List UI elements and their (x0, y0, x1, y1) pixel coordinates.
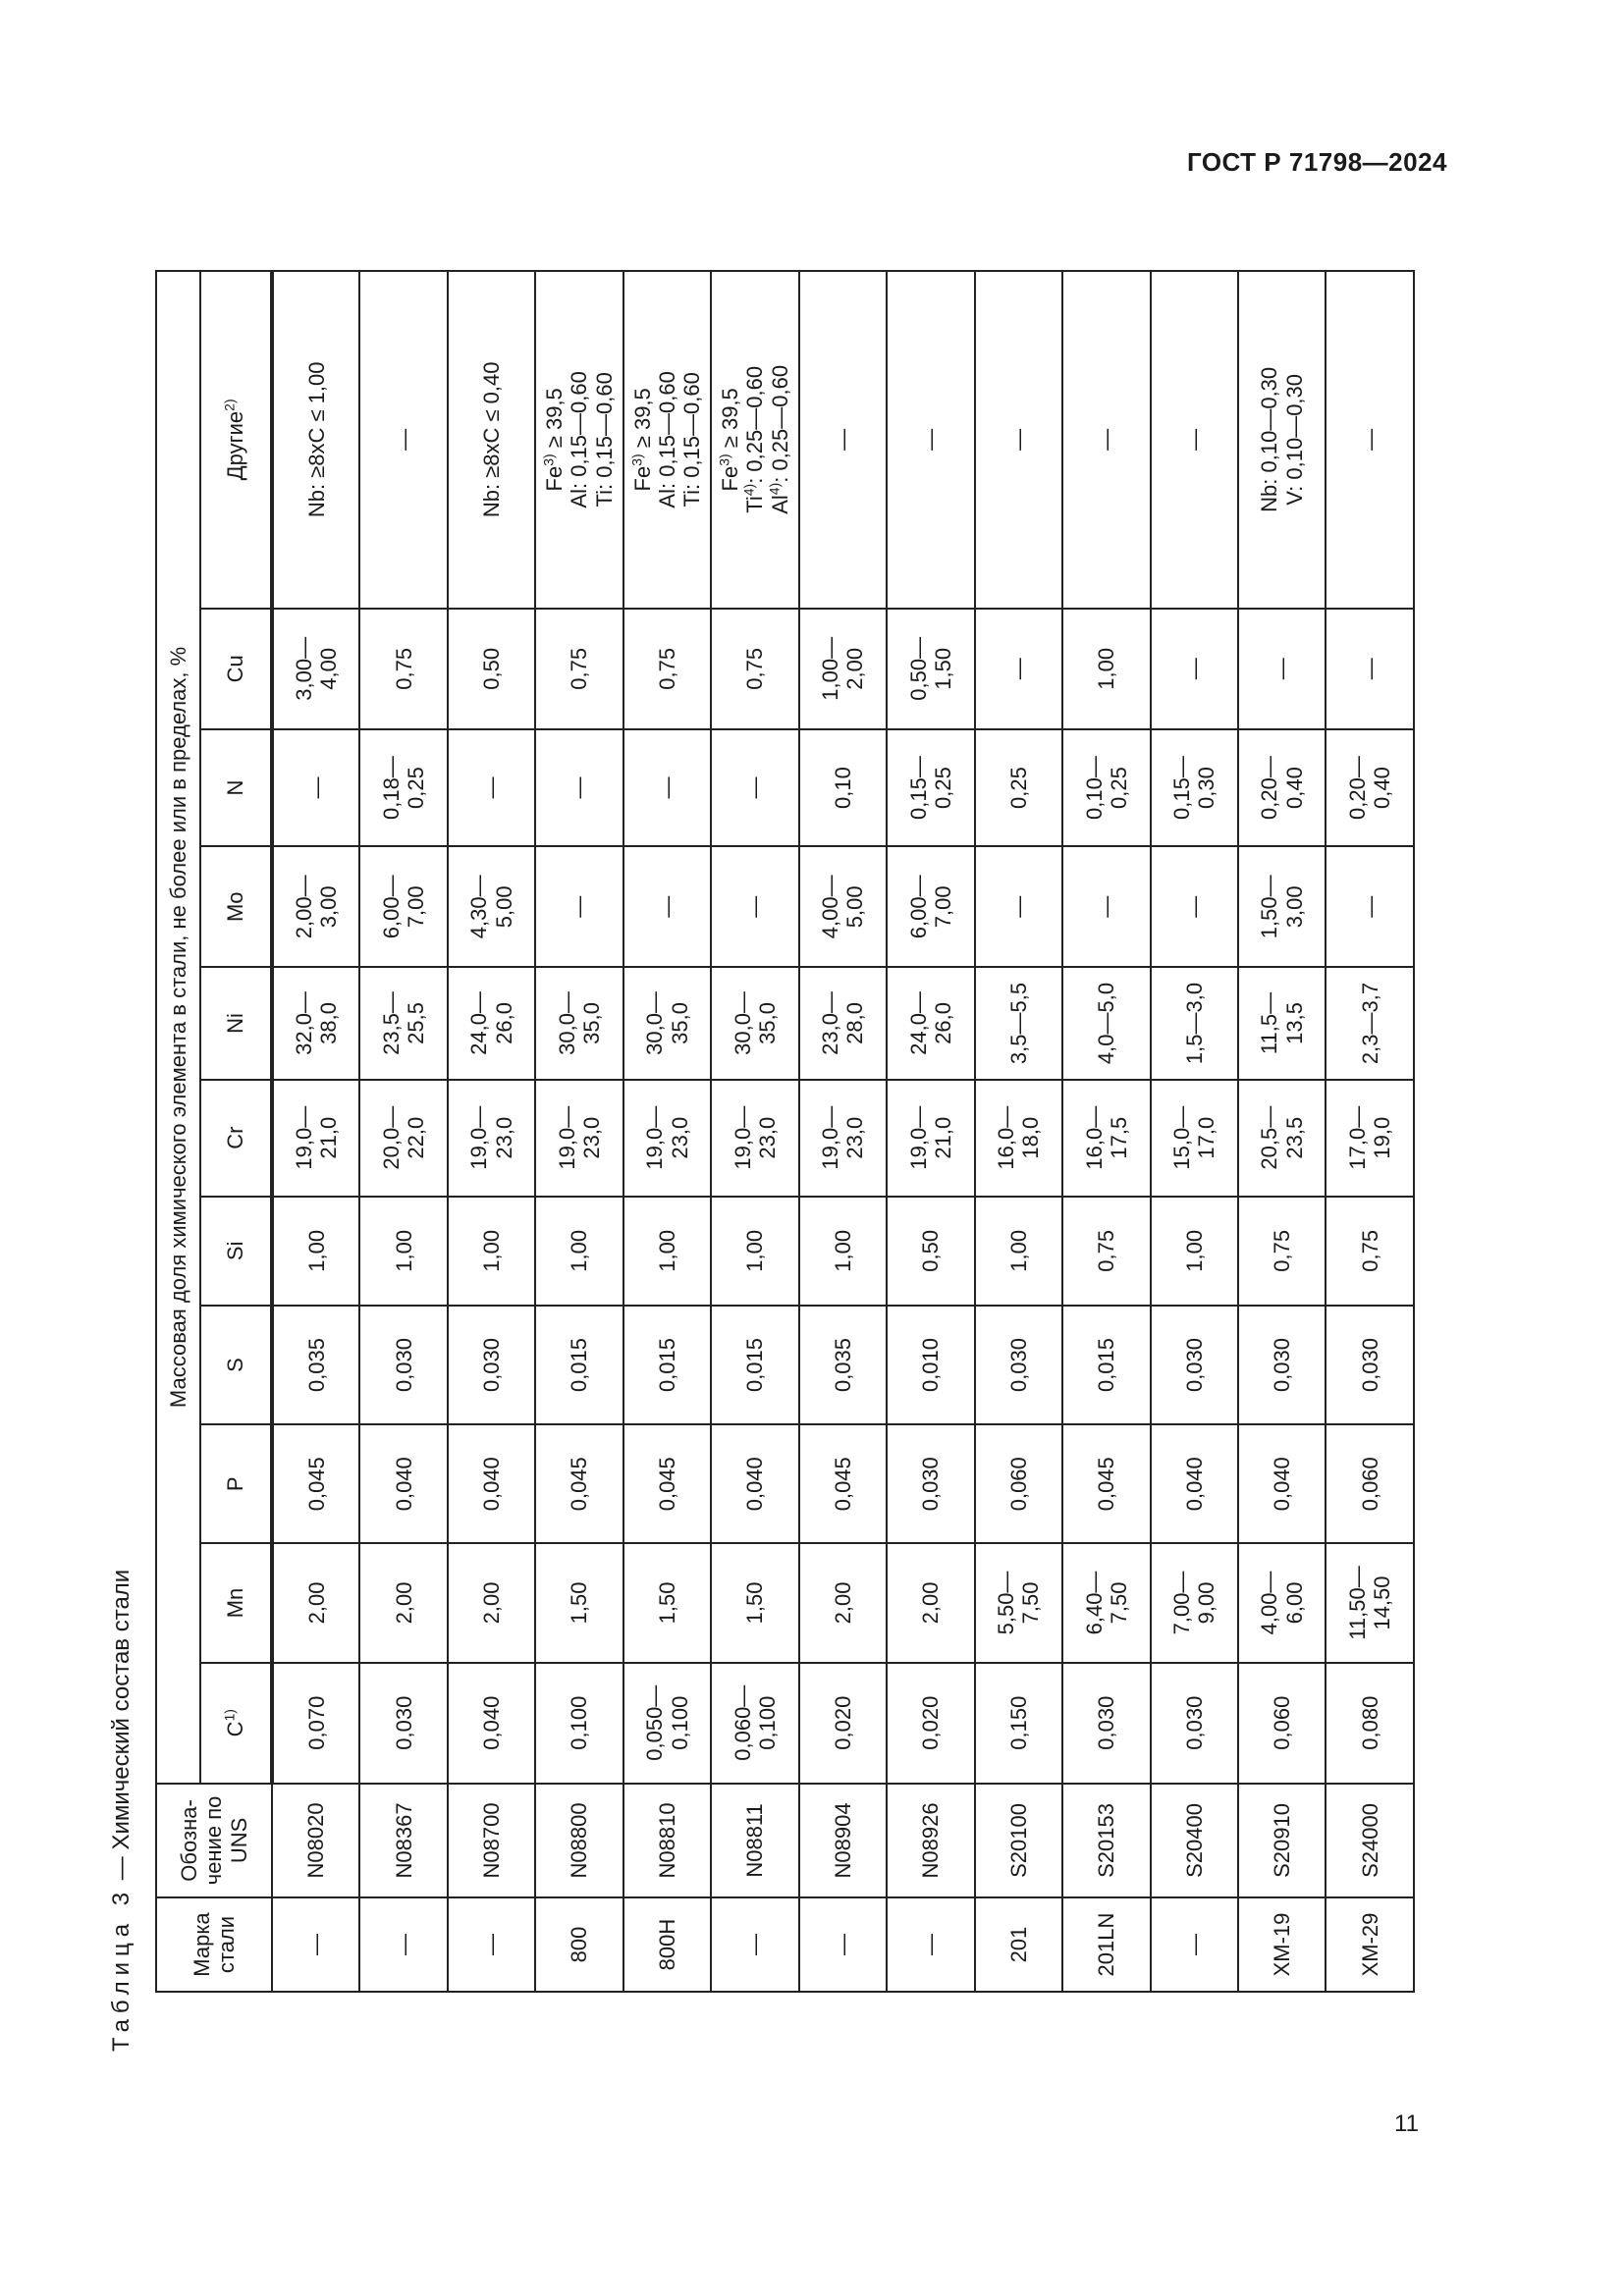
cell-other: $Fe^{3)} \ge 39,5$ Al: 0,15—0,60 Ti: 0,15—0,60 (535, 271, 623, 609)
table-caption-title: Химический состав стали (108, 1569, 135, 1850)
table-row (887, 271, 974, 1992)
cell-mo: 1,50— 3,00 (1238, 846, 1326, 967)
cell-mo: — (535, 846, 623, 967)
table-caption (106, 1570, 137, 2052)
cell-ni: 23,0— 28,0 (799, 967, 887, 1079)
cell-p: 0,040 (1151, 1424, 1238, 1543)
cell-s: 0,030 (975, 1306, 1062, 1424)
header-element: Ni (200, 967, 272, 1079)
cell-grade: — (799, 1897, 887, 1992)
cell-cu: 0,50 (448, 609, 535, 729)
table-row (799, 271, 887, 1992)
cell-cu: 1,00— 2,00 (799, 609, 887, 729)
cell-mo: 4,00— 5,00 (799, 846, 887, 967)
cell-mn: 2,00 (448, 1543, 535, 1662)
cell-n: 0,15— 0,25 (887, 729, 974, 846)
cell-cr: 16,0— 17,5 (1062, 1080, 1150, 1197)
cell-c: 0,020 (887, 1663, 974, 1784)
cell-ni: 4,0—5,0 (1062, 967, 1150, 1079)
cell-other: — (1151, 271, 1238, 609)
header-element: N (200, 729, 272, 846)
cell-n: 0,20— 0,40 (1238, 729, 1326, 846)
cell-mo: 6,00— 7,00 (359, 846, 447, 967)
header-uns: Обозна- чение по UNS (156, 1784, 272, 1897)
cell-s: 0,015 (623, 1306, 711, 1424)
cell-other: — (975, 271, 1062, 609)
cell-mn: 2,00 (359, 1543, 447, 1662)
cell-s: 0,030 (1151, 1306, 1238, 1424)
cell-other: — (887, 271, 974, 609)
cell-ni: 30,0— 35,0 (535, 967, 623, 1079)
cell-mo: — (1326, 846, 1414, 967)
cell-p: 0,060 (1326, 1424, 1414, 1543)
cell-grade: — (448, 1897, 535, 1992)
cell-s: 0,015 (1062, 1306, 1150, 1424)
cell-mn: 2,00 (799, 1543, 887, 1662)
cell-cr: 19,0— 23,0 (711, 1080, 798, 1197)
header-element: Другие$^{2)}$ (200, 271, 272, 609)
cell-ni: 30,0— 35,0 (711, 967, 798, 1079)
table-row (272, 271, 359, 1992)
cell-other: — (1326, 271, 1414, 609)
cell-c: 0,060— 0,100 (711, 1663, 798, 1784)
header-element: Cu (200, 609, 272, 729)
cell-c: 0,060 (1238, 1663, 1326, 1784)
cell-p: 0,040 (359, 1424, 447, 1543)
table-row (359, 271, 447, 1992)
cell-n: 0,20— 0,40 (1326, 729, 1414, 846)
cell-grade: XM-29 (1326, 1897, 1414, 1992)
cell-grade: 800H (623, 1897, 711, 1992)
cell-n: — (535, 729, 623, 846)
cell-n: — (448, 729, 535, 846)
cell-mn: 1,50 (623, 1543, 711, 1662)
cell-mo: 2,00— 3,00 (272, 846, 359, 967)
cell-ni: 24,0— 26,0 (887, 967, 974, 1079)
cell-cu: 0,75 (359, 609, 447, 729)
cell-cr: 15,0— 17,0 (1151, 1080, 1238, 1197)
cell-mn: 4,00— 6,00 (1238, 1543, 1326, 1662)
document-standard-header: ГОСТ Р 71798—2024 (1186, 147, 1447, 177)
cell-s: 0,010 (887, 1306, 974, 1424)
header-element: Cr (200, 1080, 272, 1197)
cell-si: 1,00 (272, 1197, 359, 1306)
cell-si: 1,00 (975, 1197, 1062, 1306)
cell-c: 0,150 (975, 1663, 1062, 1784)
cell-p: 0,045 (272, 1424, 359, 1543)
cell-mn: 2,00 (887, 1543, 974, 1662)
cell-uns: N08926 (887, 1784, 974, 1897)
cell-uns: S20910 (1238, 1784, 1326, 1897)
cell-s: 0,030 (1326, 1306, 1414, 1424)
cell-mo: — (975, 846, 1062, 967)
cell-cr: 19,0— 23,0 (448, 1080, 535, 1197)
cell-ni: 30,0— 35,0 (623, 967, 711, 1079)
cell-mo: — (1062, 846, 1150, 967)
cell-c: 0,030 (359, 1663, 447, 1784)
cell-ni: 23,5— 25,5 (359, 967, 447, 1079)
header-grade: Марка стали (156, 1897, 272, 1992)
cell-cu: — (1326, 609, 1414, 729)
cell-si: 1,00 (799, 1197, 887, 1306)
header-element: Si (200, 1197, 272, 1306)
cell-cr: 17,0— 19,0 (1326, 1080, 1414, 1197)
table-row (711, 271, 798, 1992)
cell-other: $Fe^{3)} \ge 39,5$ Ti$^{4)}$: 0,25—0,60 Al$^{4)}$: 0,25—0,60 (711, 271, 798, 609)
table-caption-separator: — (108, 1849, 135, 1887)
cell-grade: — (711, 1897, 798, 1992)
cell-uns: N08810 (623, 1784, 711, 1897)
cell-cu: 1,00 (1062, 609, 1150, 729)
cell-grade: — (359, 1897, 447, 1992)
cell-n: — (272, 729, 359, 846)
cell-n: 0,25 (975, 729, 1062, 846)
header-element: $C^{1)}$ (200, 1663, 272, 1784)
cell-si: 1,00 (623, 1197, 711, 1306)
cell-cr: 19,0— 21,0 (272, 1080, 359, 1197)
table-row (623, 271, 711, 1992)
cell-mn: 1,50 (711, 1543, 798, 1662)
table-row (1238, 271, 1326, 1992)
cell-uns: N08700 (448, 1784, 535, 1897)
header-element: Mo (200, 846, 272, 967)
cell-grade: — (1151, 1897, 1238, 1992)
cell-p: 0,045 (623, 1424, 711, 1543)
cell-other: — (1062, 271, 1150, 609)
cell-cu: 0,50— 1,50 (887, 609, 974, 729)
cell-uns: N08367 (359, 1784, 447, 1897)
cell-other: — (359, 271, 447, 609)
table-row (975, 271, 1062, 1992)
cell-c: 0,100 (535, 1663, 623, 1784)
cell-cu: — (1238, 609, 1326, 729)
cell-cu: 0,75 (535, 609, 623, 729)
cell-ni: 11,5— 13,5 (1238, 967, 1326, 1079)
cell-uns: S24000 (1326, 1784, 1414, 1897)
cell-si: 1,00 (1151, 1197, 1238, 1306)
cell-grade: 201 (975, 1897, 1062, 1992)
cell-p: 0,040 (1238, 1424, 1326, 1543)
cell-grade: — (887, 1897, 974, 1992)
cell-ni: 1,5—3,0 (1151, 967, 1238, 1079)
header-element: S (200, 1306, 272, 1424)
cell-uns: S20400 (1151, 1784, 1238, 1897)
cell-cu: — (975, 609, 1062, 729)
cell-si: 0,75 (1238, 1197, 1326, 1306)
cell-ni: 24,0— 26,0 (448, 967, 535, 1079)
cell-uns: N08811 (711, 1784, 798, 1897)
cell-mn: 11,50— 14,50 (1326, 1543, 1414, 1662)
cell-p: 0,060 (975, 1424, 1062, 1543)
cell-ni: 32,0— 38,0 (272, 967, 359, 1079)
cell-uns: S20100 (975, 1784, 1062, 1897)
cell-n: — (711, 729, 798, 846)
cell-mo: 4,30— 5,00 (448, 846, 535, 967)
cell-s: 0,030 (1238, 1306, 1326, 1424)
cell-s: 0,035 (799, 1306, 887, 1424)
cell-si: 0,50 (887, 1197, 974, 1306)
cell-n: — (623, 729, 711, 846)
cell-si: 1,00 (711, 1197, 798, 1306)
cell-other: Nb: 0,10—0,30 V: 0,10—0,30 (1238, 271, 1326, 609)
cell-mo: — (1151, 846, 1238, 967)
cell-mn: 2,00 (272, 1543, 359, 1662)
cell-p: 0,045 (799, 1424, 887, 1543)
cell-mo: — (711, 846, 798, 967)
cell-si: 0,75 (1062, 1197, 1150, 1306)
table-row (448, 271, 535, 1992)
cell-other: — (799, 271, 887, 609)
cell-c: 0,080 (1326, 1663, 1414, 1784)
cell-p: 0,045 (1062, 1424, 1150, 1543)
cell-mn: 7,00— 9,00 (1151, 1543, 1238, 1662)
table-row (1062, 271, 1150, 1992)
table-row (1151, 271, 1238, 1992)
cell-s: 0,030 (448, 1306, 535, 1424)
cell-mo: 6,00— 7,00 (887, 846, 974, 967)
cell-cu: 0,75 (711, 609, 798, 729)
cell-s: 0,035 (272, 1306, 359, 1424)
table-row (1326, 271, 1414, 1992)
cell-cu: — (1151, 609, 1238, 729)
cell-c: 0,020 (799, 1663, 887, 1784)
rotated-table-block (98, 226, 1414, 2052)
cell-mn: 6,40— 7,50 (1062, 1543, 1150, 1662)
cell-grade: — (272, 1897, 359, 1992)
table-row (535, 271, 623, 1992)
cell-cr: 19,0— 21,0 (887, 1080, 974, 1197)
cell-c: 0,030 (1062, 1663, 1150, 1784)
cell-cr: 19,0— 23,0 (535, 1080, 623, 1197)
cell-ni: 3,5—5,5 (975, 967, 1062, 1079)
cell-cr: 20,0— 22,0 (359, 1080, 447, 1197)
cell-other: Nb: ≥8хС ≤ 0,40 (448, 271, 535, 609)
cell-si: 1,00 (359, 1197, 447, 1306)
cell-p: 0,030 (887, 1424, 974, 1543)
cell-si: 1,00 (448, 1197, 535, 1306)
page-number: 11 (1394, 2110, 1419, 2137)
cell-uns: S20153 (1062, 1784, 1150, 1897)
cell-mn: 1,50 (535, 1543, 623, 1662)
cell-cu: 0,75 (623, 609, 711, 729)
cell-c: 0,030 (1151, 1663, 1238, 1784)
cell-ni: 2,3—3,7 (1326, 967, 1414, 1079)
cell-grade: 201LN (1062, 1897, 1150, 1992)
cell-cr: 16,0— 18,0 (975, 1080, 1062, 1197)
cell-p: 0,040 (711, 1424, 798, 1543)
chemical-composition-table (155, 270, 1415, 1993)
cell-n: 0,10 (799, 729, 887, 846)
cell-other: $Fe^{3)} \ge 39,5$ Al: 0,15—0,60 Ti: 0,15—0,60 (623, 271, 711, 609)
cell-cr: 19,0— 23,0 (623, 1080, 711, 1197)
header-element: Mn (200, 1543, 272, 1662)
cell-mn: 5,50— 7,50 (975, 1543, 1062, 1662)
cell-p: 0,045 (535, 1424, 623, 1543)
cell-si: 1,00 (535, 1197, 623, 1306)
cell-c: 0,070 (272, 1663, 359, 1784)
cell-cr: 20,5— 23,5 (1238, 1080, 1326, 1197)
cell-mo: — (623, 846, 711, 967)
cell-cu: 3,00— 4,00 (272, 609, 359, 729)
cell-cr: 19,0— 23,0 (799, 1080, 887, 1197)
cell-c: 0,040 (448, 1663, 535, 1784)
cell-n: 0,10— 0,25 (1062, 729, 1150, 846)
cell-si: 0,75 (1326, 1197, 1414, 1306)
cell-s: 0,015 (711, 1306, 798, 1424)
header-element: P (200, 1424, 272, 1543)
cell-s: 0,015 (535, 1306, 623, 1424)
table-caption-label: Таблица 3 (108, 1886, 135, 2052)
cell-uns: N08904 (799, 1784, 887, 1897)
cell-n: 0,15— 0,30 (1151, 729, 1238, 846)
cell-other: Nb: ≥8хС ≤ 1,00 (272, 271, 359, 609)
cell-p: 0,040 (448, 1424, 535, 1543)
cell-s: 0,030 (359, 1306, 447, 1424)
cell-grade: XM-19 (1238, 1897, 1326, 1992)
cell-n: 0,18— 0,25 (359, 729, 447, 846)
cell-uns: N08800 (535, 1784, 623, 1897)
cell-uns: N08020 (272, 1784, 359, 1897)
header-mass-fraction-group: Массовая доля химического элемента в стали, не более или в пределах, % (156, 271, 200, 1784)
cell-c: 0,050— 0,100 (623, 1663, 711, 1784)
cell-grade: 800 (535, 1897, 623, 1992)
